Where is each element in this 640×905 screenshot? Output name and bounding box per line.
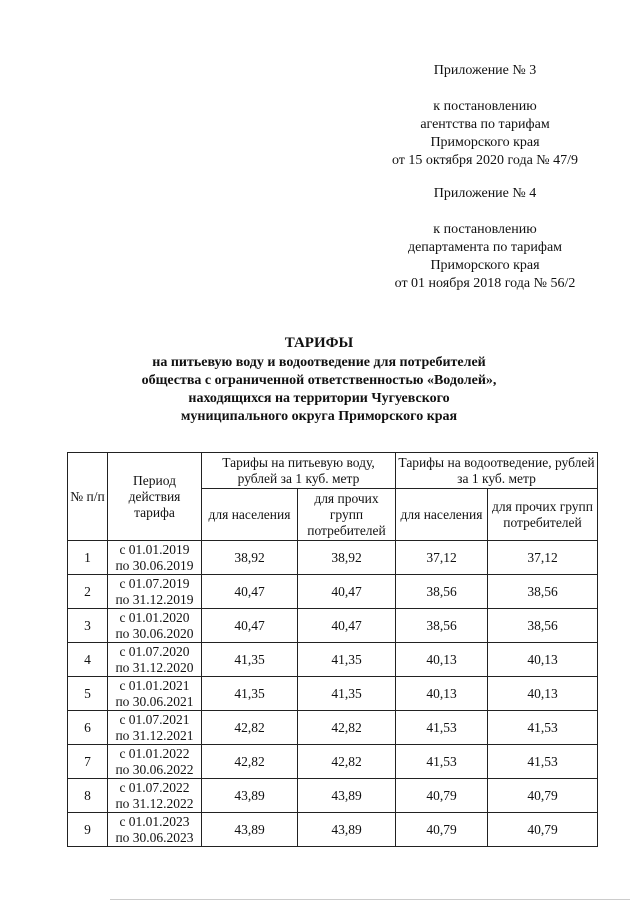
period-from: с 01.07.2022 xyxy=(119,779,190,795)
subheader-water-other: для прочих групп потребителей xyxy=(298,489,396,541)
period-to: по 31.12.2022 xyxy=(115,795,194,811)
row-number-cell: 4 xyxy=(68,643,108,677)
header-water-tariffs: Тарифы на питьевую воду, рублей за 1 куб. метр xyxy=(202,453,396,489)
table-row xyxy=(68,541,598,575)
sewer-other-cell: 40,79 xyxy=(488,779,598,813)
sewer-other-cell: 38,56 xyxy=(488,575,598,609)
period-cell xyxy=(108,677,202,711)
period-from: с 01.07.2020 xyxy=(119,643,190,659)
period-cell xyxy=(108,745,202,779)
water-population-cell: 38,92 xyxy=(202,541,298,575)
header-number: № п/п xyxy=(68,453,108,541)
period-to: по 31.12.2019 xyxy=(115,591,194,607)
sewer-population-cell: 40,13 xyxy=(396,643,488,677)
period-from: с 01.01.2021 xyxy=(119,677,190,693)
period-from: с 01.01.2020 xyxy=(119,609,190,625)
period-cell xyxy=(108,711,202,745)
annex-3-line: агентства по тарифам xyxy=(420,117,550,132)
water-population-cell: 42,82 xyxy=(202,711,298,745)
header-period: Период действия тарифа xyxy=(108,453,202,541)
row-number-cell: 3 xyxy=(68,609,108,643)
heading-line: общества с ограниченной ответственностью «Водолей», xyxy=(141,373,497,388)
water-population-cell: 40,47 xyxy=(202,609,298,643)
annex-4-line: от 01 ноября 2018 года № 56/2 xyxy=(394,276,576,291)
page-bottom-divider xyxy=(110,899,630,900)
sewer-population-cell: 37,12 xyxy=(396,541,488,575)
water-population-cell: 43,89 xyxy=(202,779,298,813)
period-to: по 30.06.2020 xyxy=(115,625,194,641)
period-cell xyxy=(108,609,202,643)
subheader-water-population: для населения xyxy=(202,489,298,541)
sewer-other-cell: 41,53 xyxy=(488,745,598,779)
water-other-cell: 42,82 xyxy=(298,711,396,745)
table-row xyxy=(68,677,598,711)
row-number-cell: 9 xyxy=(68,813,108,847)
water-other-cell: 41,35 xyxy=(298,677,396,711)
annex-3-block xyxy=(380,62,590,170)
sewer-other-cell: 40,13 xyxy=(488,677,598,711)
sewer-other-cell: 37,12 xyxy=(488,541,598,575)
period-from: с 01.01.2022 xyxy=(119,745,190,761)
annex-4-title: Приложение № 4 xyxy=(433,186,537,201)
table-row xyxy=(68,643,598,677)
tariffs-table xyxy=(67,452,598,847)
row-number-cell: 5 xyxy=(68,677,108,711)
period-from: с 01.01.2023 xyxy=(119,813,190,829)
heading-line: находящихся на территории Чугуевского xyxy=(188,391,450,406)
water-other-cell: 40,47 xyxy=(298,575,396,609)
water-population-cell: 40,47 xyxy=(202,575,298,609)
period-to: по 31.12.2020 xyxy=(115,659,194,675)
sewer-population-cell: 40,79 xyxy=(396,779,488,813)
row-number-cell: 2 xyxy=(68,575,108,609)
row-number-cell: 8 xyxy=(68,779,108,813)
row-number-cell: 7 xyxy=(68,745,108,779)
annex-4-block xyxy=(380,185,590,293)
annex-3-line: Приморского края xyxy=(430,135,540,150)
water-population-cell: 41,35 xyxy=(202,677,298,711)
row-number-cell: 6 xyxy=(68,711,108,745)
water-population-cell: 42,82 xyxy=(202,745,298,779)
water-other-cell: 40,47 xyxy=(298,609,396,643)
water-other-cell: 43,89 xyxy=(298,813,396,847)
table-row xyxy=(68,575,598,609)
period-cell xyxy=(108,575,202,609)
heading-line: на питьевую воду и водоотведение для потребителей xyxy=(152,355,486,370)
row-number-cell: 1 xyxy=(68,541,108,575)
period-to: по 30.06.2021 xyxy=(115,693,194,709)
annex-3-title: Приложение № 3 xyxy=(433,63,537,78)
period-cell xyxy=(108,813,202,847)
annex-3-line: от 15 октября 2020 года № 47/9 xyxy=(391,153,579,168)
annex-4-line: департамента по тарифам xyxy=(407,240,563,255)
water-other-cell: 41,35 xyxy=(298,643,396,677)
sewer-other-cell: 41,53 xyxy=(488,711,598,745)
sewer-population-cell: 41,53 xyxy=(396,745,488,779)
period-to: по 30.06.2023 xyxy=(115,829,194,845)
sewer-other-cell: 40,79 xyxy=(488,813,598,847)
document-heading xyxy=(60,334,578,426)
sewer-other-cell: 38,56 xyxy=(488,609,598,643)
annex-3-line: к постановлению xyxy=(433,99,537,114)
period-from: с 01.01.2019 xyxy=(119,541,190,557)
annex-4-line: Приморского края xyxy=(430,258,540,273)
water-other-cell: 42,82 xyxy=(298,745,396,779)
period-to: по 30.06.2022 xyxy=(115,761,194,777)
period-to: по 31.12.2021 xyxy=(115,727,194,743)
period-cell xyxy=(108,541,202,575)
table-row xyxy=(68,745,598,779)
subheader-sewer-other: для прочих групп потребителей xyxy=(488,489,598,541)
water-other-cell: 38,92 xyxy=(298,541,396,575)
sewer-population-cell: 40,13 xyxy=(396,677,488,711)
period-cell xyxy=(108,643,202,677)
table-row xyxy=(68,779,598,813)
table-row xyxy=(68,711,598,745)
period-to: по 30.06.2019 xyxy=(115,557,194,573)
sewer-population-cell: 41,53 xyxy=(396,711,488,745)
sewer-population-cell: 40,79 xyxy=(396,813,488,847)
period-from: с 01.07.2021 xyxy=(119,711,190,727)
sewer-other-cell: 40,13 xyxy=(488,643,598,677)
water-population-cell: 43,89 xyxy=(202,813,298,847)
annex-4-line: к постановлению xyxy=(433,222,537,237)
water-population-cell: 41,35 xyxy=(202,643,298,677)
water-other-cell: 43,89 xyxy=(298,779,396,813)
heading-line: муниципального округа Приморского края xyxy=(180,409,458,424)
header-sewer-tariffs: Тарифы на водоотведение, рублей за 1 куб. метр xyxy=(396,453,598,489)
document-title: ТАРИФЫ xyxy=(284,335,354,351)
sewer-population-cell: 38,56 xyxy=(396,609,488,643)
period-from: с 01.07.2019 xyxy=(119,575,190,591)
sewer-population-cell: 38,56 xyxy=(396,575,488,609)
table-row xyxy=(68,813,598,847)
period-cell xyxy=(108,779,202,813)
table-row xyxy=(68,609,598,643)
subheader-sewer-population: для населения xyxy=(396,489,488,541)
